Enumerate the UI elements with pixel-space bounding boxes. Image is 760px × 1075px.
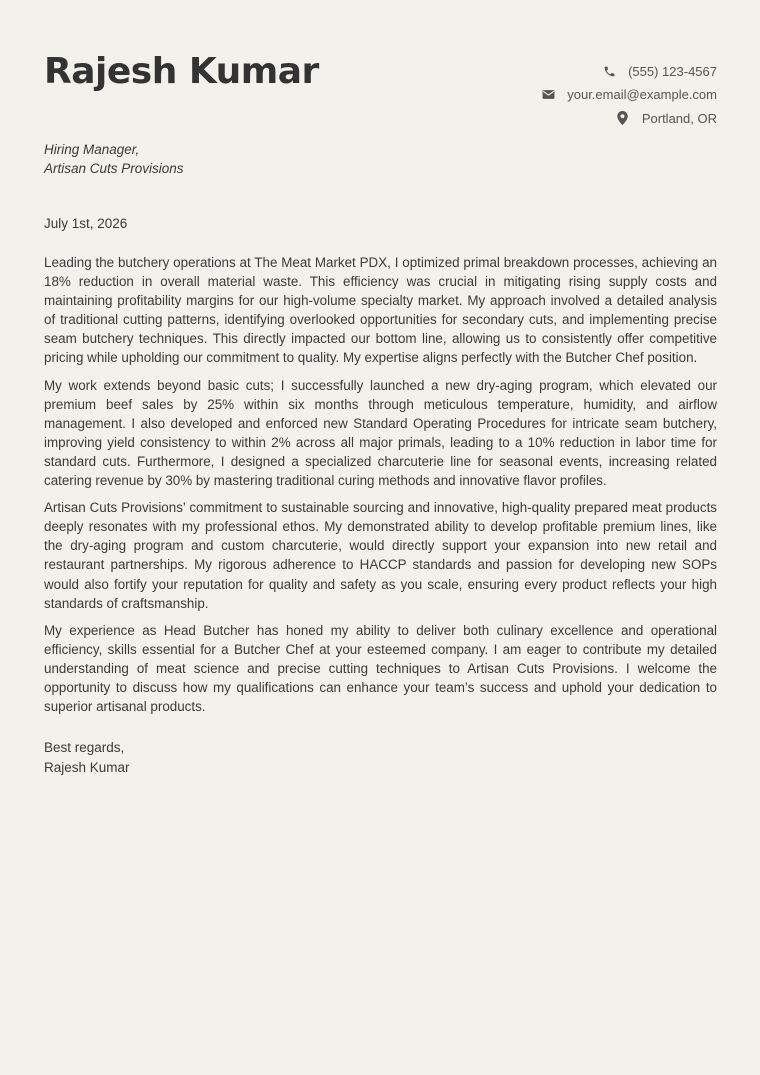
map-pin-icon (616, 111, 630, 125)
contact-phone (541, 60, 717, 83)
body-paragraph: Artisan Cuts Provisions’ commitment to sustainable sourcing and innovative, high-quality prepared meat products deeply resonates with my professional ethos. My demonstrated ability to develop profitable premium lines, like the dry-aging program and custom charcuterie, would directly support your expansion into new retail and restaurant partnerships. My rigorous adherence to HACCP standards and passion for developing new SOPs would also fortify your reputation for quality and safety as you scale, ensuring every product reflects your high standards of craftsmanship. (44, 500, 717, 611)
phone-text: (555) 123-4567 (628, 64, 717, 80)
recipient-company: Artisan Cuts Provisions (44, 161, 184, 176)
contact-info (541, 60, 717, 130)
contact-email (541, 83, 717, 106)
closing-salutation: Best regards, (44, 740, 125, 755)
contact-location (541, 107, 717, 130)
letter-body (44, 253, 717, 724)
letter-date: July 1st, 2026 (44, 216, 128, 231)
body-paragraph: My experience as Head Butcher has honed my ability to deliver both culinary excellence and operational efficiency, skills essential for a Butcher Chef at your esteemed company. I am eager to contribute my detailed understanding of meat science and precise cutting techniques to Artisan Cuts Provisions. I welcome the opportunity to discuss how my qualifications can enhance your team’s success and uphold your dedication to superior artisanal products. (44, 622, 717, 715)
phone-icon (602, 65, 616, 79)
letter-header (44, 0, 717, 138)
applicant-name: Rajesh Kumar (44, 51, 319, 92)
body-paragraph: Leading the butchery operations at The Meat Market PDX, I optimized primal breakdown processes, achieving an 18% reduction in overall material waste. This efficiency was crucial in mitigating rising supply costs and maintaining profitability margins for our high-volume specialty market. My approach involved a detailed analysis of traditional cutting patterns, identifying overlooked opportunities for secondary cuts, and implementing precise seam butchery techniques. This directly impacted our bottom line, allowing us to consistently offer competitive pricing while upholding our commitment to quality. My expertise aligns perfectly with the Butcher Chef position. (44, 255, 717, 366)
envelope-icon (541, 88, 555, 102)
location-text: Portland, OR (641, 110, 717, 126)
recipient-title: Hiring Manager, (44, 142, 140, 157)
email-text: your.email@example.com (567, 87, 717, 103)
body-paragraph: My work extends beyond basic cuts; I successfully launched a new dry-aging program, which elevated our premium beef sales by 25% within six months through meticulous temperature, humidity, and airflow management. I also developed and enforced new Standard Operating Procedures for intricate seam butchery, improving yield consistency to within 2% across all major primals, leading to a 10% reduction in labor time for standard cuts. Furthermore, I designed a specialized charcuterie line for seasonal events, increasing related catering revenue by 30% by mastering traditional curing methods and innovative flavor profiles. (44, 377, 717, 489)
closing-signature: Rajesh Kumar (44, 759, 130, 775)
closing-block (44, 738, 130, 777)
cover-letter-page (44, 0, 717, 1075)
recipient-block (44, 140, 184, 178)
